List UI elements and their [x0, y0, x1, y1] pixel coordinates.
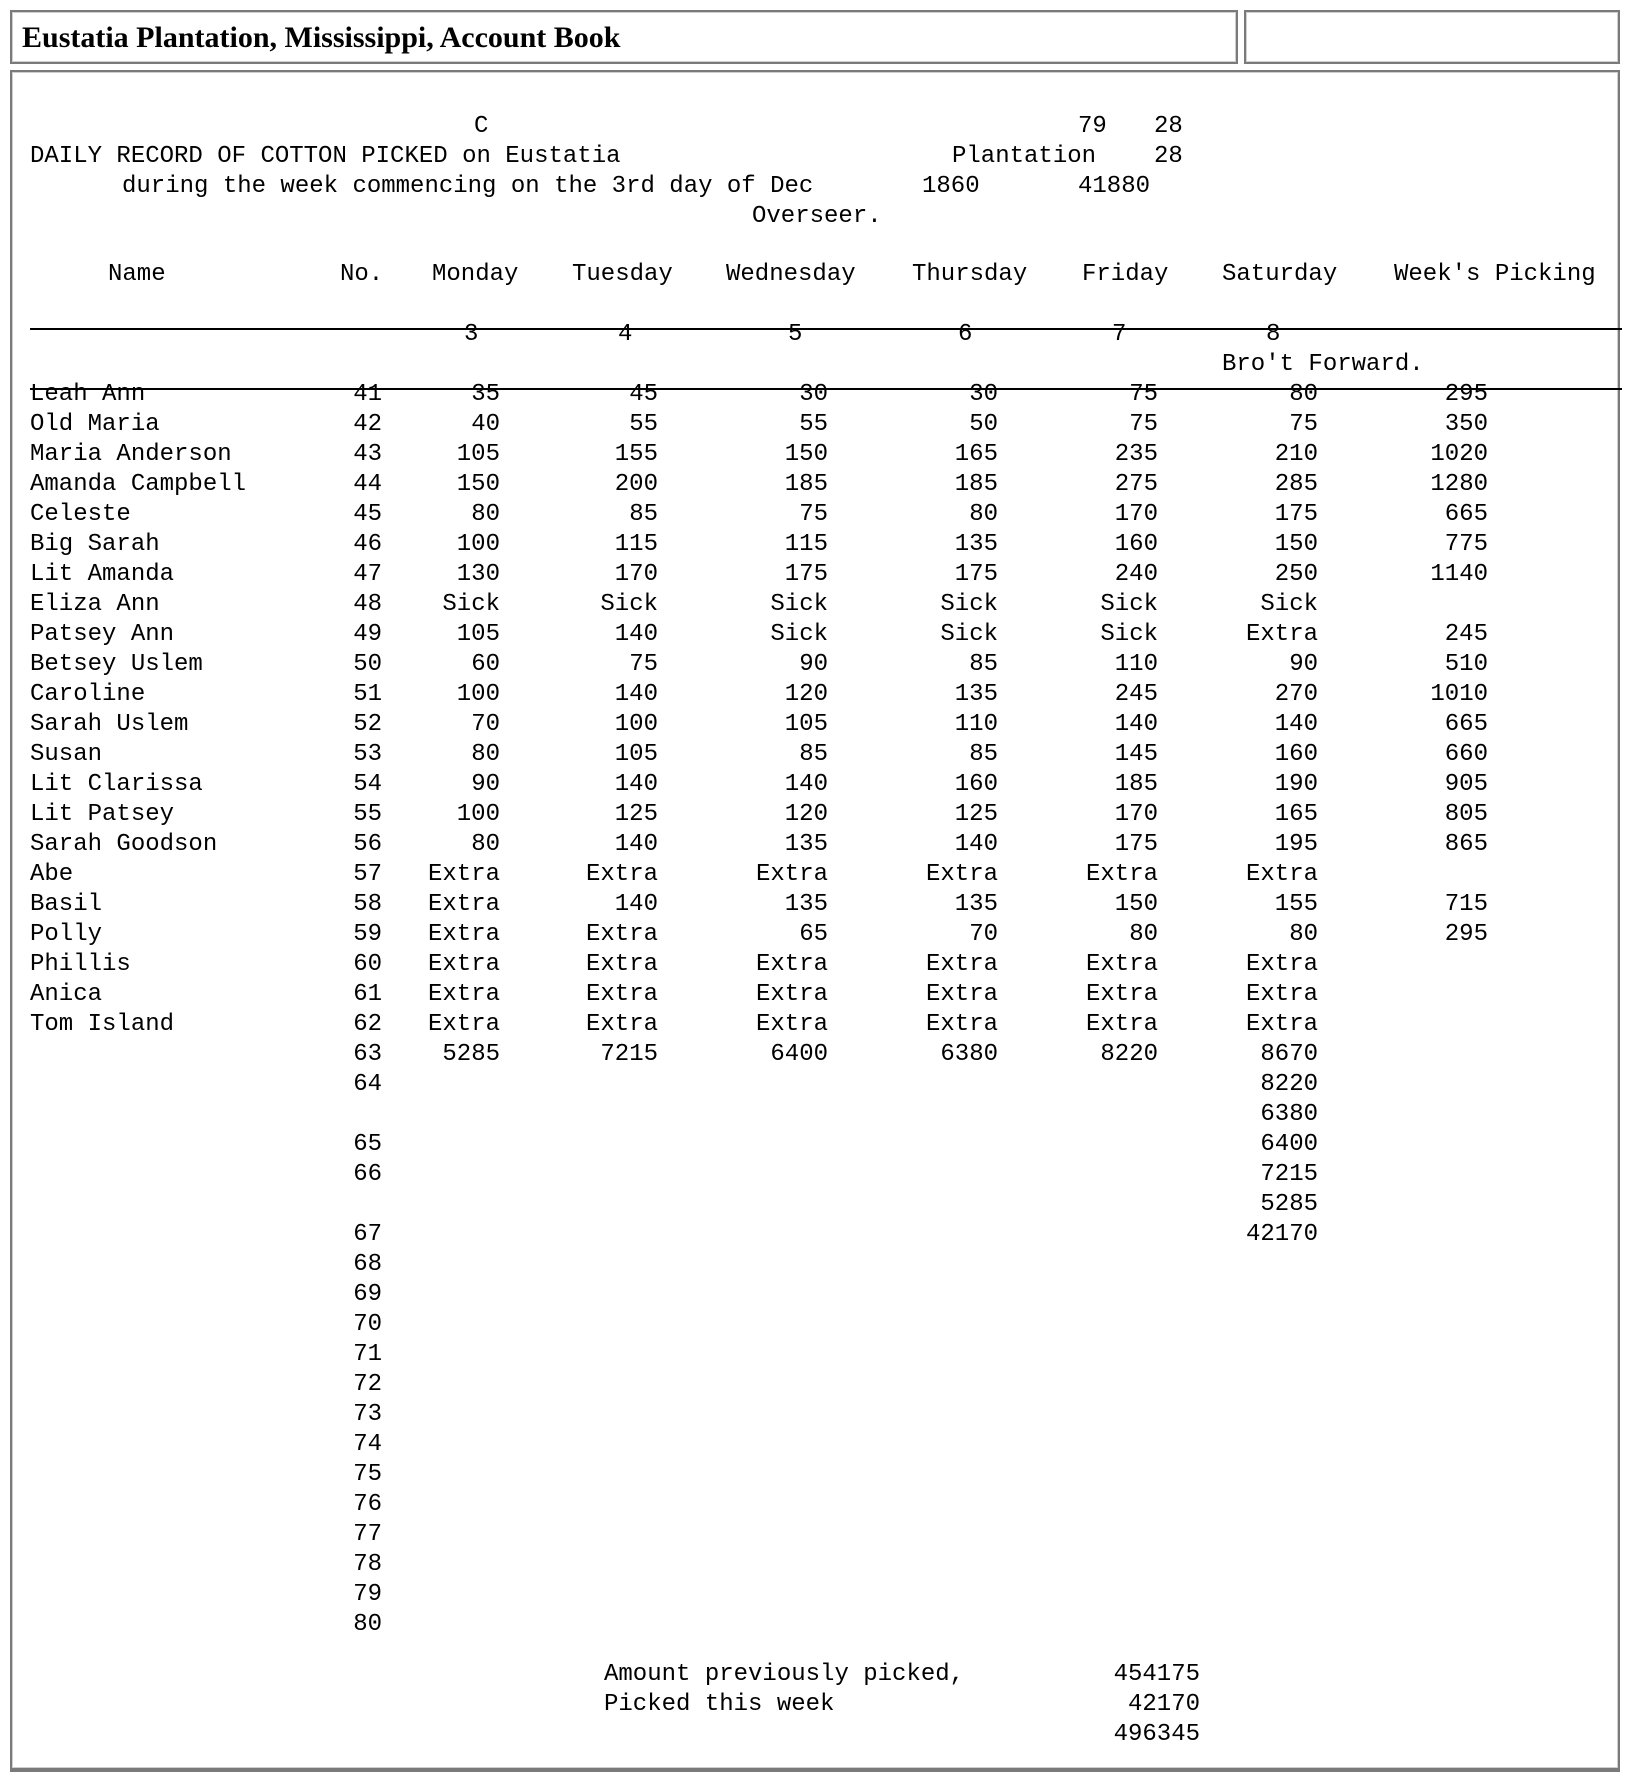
page-title: Eustatia Plantation, Mississippi, Account Book: [22, 21, 621, 54]
cell-saturday: Extra: [1245, 981, 1318, 1008]
cell-tuesday: 170: [614, 561, 658, 588]
cell-monday: 60: [471, 651, 500, 678]
cell-no: 55: [353, 801, 382, 828]
cell-thursday: Extra: [925, 951, 998, 978]
cell-friday: 80: [1129, 921, 1158, 948]
cell-friday: 170: [1114, 801, 1158, 828]
cell-monday: 70: [471, 711, 500, 738]
cell-tuesday: Extra: [585, 1011, 658, 1038]
cell-name: Lit Amanda: [30, 561, 175, 588]
sum-value: 6380: [1260, 1101, 1318, 1128]
cell-friday: 75: [1129, 381, 1158, 408]
summary-week-value: 42170: [1127, 1691, 1200, 1718]
cell-friday: 185: [1114, 771, 1158, 798]
cell-no: 54: [353, 771, 382, 798]
cell-saturday: Extra: [1245, 621, 1318, 648]
header-number-28-top: 28: [1154, 113, 1183, 140]
cell-no: 80: [353, 1611, 382, 1638]
total-thursday: 6380: [940, 1041, 998, 1068]
cell-no: 71: [353, 1341, 382, 1368]
cell-tuesday: 140: [614, 771, 658, 798]
cell-no: 47: [353, 561, 382, 588]
header-daily-record: DAILY RECORD OF COTTON PICKED on Eustatia: [30, 143, 621, 170]
cell-name: Caroline: [30, 681, 146, 708]
cell-no: 77: [353, 1521, 382, 1548]
cell-thursday: 160: [954, 771, 998, 798]
cell-tuesday: 200: [614, 471, 658, 498]
cell-thursday: 135: [954, 531, 998, 558]
cell-thursday: Extra: [925, 1011, 998, 1038]
cell-no: 64: [353, 1071, 382, 1098]
cell-friday: 140: [1114, 711, 1158, 738]
cell-wednesday: 135: [784, 891, 828, 918]
header-number-28-bottom: 28: [1154, 143, 1183, 170]
cell-no: 79: [353, 1581, 382, 1608]
cell-week: 715: [1444, 891, 1488, 918]
cell-no: 52: [353, 711, 382, 738]
cell-no: 56: [353, 831, 382, 858]
cell-thursday: 70: [969, 921, 998, 948]
cell-week: 245: [1444, 621, 1488, 648]
cell-name: Basil: [30, 891, 103, 918]
ledger-content: [18, 72, 1614, 1768]
cell-no: 61: [353, 981, 382, 1008]
cell-saturday: 140: [1274, 711, 1318, 738]
cell-name: Old Maria: [30, 411, 160, 438]
cell-saturday: 75: [1289, 411, 1318, 438]
cell-monday: 100: [456, 801, 500, 828]
cell-thursday: 85: [969, 741, 998, 768]
header-total: 41880: [1078, 173, 1151, 200]
cell-no: 72: [353, 1371, 382, 1398]
cell-tuesday: 85: [629, 501, 658, 528]
cell-monday: Extra: [427, 921, 500, 948]
cell-saturday: 270: [1274, 681, 1318, 708]
cell-no: 44: [353, 471, 382, 498]
header-plantation: Plantation: [952, 143, 1097, 170]
summary-previous-value: 454175: [1113, 1661, 1200, 1688]
cell-thursday: Sick: [940, 591, 998, 618]
cell-friday: 170: [1114, 501, 1158, 528]
cell-no: 50: [353, 651, 382, 678]
cell-name: Big Sarah: [30, 531, 160, 558]
total-saturday: 8670: [1260, 1041, 1318, 1068]
cell-week: 1010: [1430, 681, 1488, 708]
cell-friday: 145: [1114, 741, 1158, 768]
cell-week: 1020: [1430, 441, 1488, 468]
date-monday: 3: [464, 321, 479, 348]
cell-name: Lit Clarissa: [30, 771, 203, 798]
cell-tuesday: 155: [614, 441, 658, 468]
cell-week: 295: [1444, 381, 1488, 408]
cell-thursday: 30: [969, 381, 998, 408]
cell-week: 665: [1444, 501, 1488, 528]
summary-previous-label: Amount previously picked,: [604, 1661, 965, 1688]
cell-no: 53: [353, 741, 382, 768]
cell-tuesday: 115: [614, 531, 658, 558]
column-header-friday: Friday: [1082, 261, 1169, 288]
summary-week-label: Picked this week: [604, 1691, 835, 1718]
cell-week: 510: [1444, 651, 1488, 678]
cell-no: 49: [353, 621, 382, 648]
cell-monday: 105: [456, 441, 500, 468]
cell-saturday: 175: [1274, 501, 1318, 528]
cell-no: 42: [353, 411, 382, 438]
cell-friday: Extra: [1085, 951, 1158, 978]
cell-name: Betsey Uslem: [30, 651, 203, 678]
cell-thursday: Extra: [925, 861, 998, 888]
cell-saturday: 195: [1274, 831, 1318, 858]
ledger-frame: [10, 70, 1620, 1770]
cell-week: 775: [1444, 531, 1488, 558]
cell-wednesday: Extra: [755, 861, 828, 888]
cell-wednesday: 120: [784, 681, 828, 708]
cell-no: 67: [353, 1221, 382, 1248]
cell-tuesday: 140: [614, 621, 658, 648]
cell-name: Celeste: [30, 501, 131, 528]
cell-wednesday: 120: [784, 801, 828, 828]
cell-tuesday: Extra: [585, 861, 658, 888]
cell-wednesday: 55: [799, 411, 828, 438]
cell-saturday: Extra: [1245, 861, 1318, 888]
cell-saturday: Extra: [1245, 951, 1318, 978]
cell-tuesday: 55: [629, 411, 658, 438]
sum-value: 5285: [1260, 1191, 1318, 1218]
sum-value: 7215: [1260, 1161, 1318, 1188]
cell-thursday: 140: [954, 831, 998, 858]
cell-name: Leah Ann: [30, 381, 146, 408]
total-monday: 5285: [442, 1041, 500, 1068]
sum-value: 8220: [1260, 1071, 1318, 1098]
total-no: 63: [353, 1041, 382, 1068]
cell-friday: Extra: [1085, 981, 1158, 1008]
cell-thursday: 135: [954, 681, 998, 708]
brot-forward-label: Bro't Forward.: [1222, 351, 1424, 378]
header-week-commencing: during the week commencing on the 3rd day of Dec: [122, 173, 814, 200]
cell-no: 46: [353, 531, 382, 558]
cell-thursday: Extra: [925, 981, 998, 1008]
cell-name: Amanda Campbell: [30, 471, 247, 498]
cell-wednesday: Extra: [755, 1011, 828, 1038]
cell-no: 66: [353, 1161, 382, 1188]
cell-wednesday: 185: [784, 471, 828, 498]
cell-thursday: 110: [954, 711, 998, 738]
cell-no: 73: [353, 1401, 382, 1428]
sum-value: 42170: [1245, 1221, 1318, 1248]
cell-wednesday: 175: [784, 561, 828, 588]
cell-saturday: 80: [1289, 921, 1318, 948]
cell-monday: 100: [456, 681, 500, 708]
column-header-rule-top: [30, 328, 1622, 330]
cell-friday: 240: [1114, 561, 1158, 588]
cell-name: Susan: [30, 741, 103, 768]
cell-name: Polly: [30, 921, 103, 948]
sum-value: 6400: [1260, 1131, 1318, 1158]
column-header-week-picking: Week's Picking: [1394, 261, 1596, 288]
cell-week: 295: [1444, 921, 1488, 948]
cell-saturday: 155: [1274, 891, 1318, 918]
cell-thursday: 80: [969, 501, 998, 528]
cell-thursday: Sick: [940, 621, 998, 648]
cell-no: 68: [353, 1251, 382, 1278]
cell-saturday: Sick: [1260, 591, 1318, 618]
cell-tuesday: Sick: [600, 591, 658, 618]
cell-monday: 40: [471, 411, 500, 438]
title-frame: [10, 10, 1238, 64]
cell-monday: 150: [456, 471, 500, 498]
cell-friday: Sick: [1100, 621, 1158, 648]
cell-no: 59: [353, 921, 382, 948]
cell-no: 62: [353, 1011, 382, 1038]
bottom-frame-edge: [10, 1770, 1620, 1780]
cell-monday: Extra: [427, 951, 500, 978]
cell-tuesday: Extra: [585, 921, 658, 948]
cell-monday: Extra: [427, 981, 500, 1008]
cell-wednesday: 135: [784, 831, 828, 858]
cell-no: 51: [353, 681, 382, 708]
cell-no: 75: [353, 1461, 382, 1488]
column-header-wednesday: Wednesday: [726, 261, 856, 288]
cell-week: 1140: [1430, 561, 1488, 588]
cell-monday: 105: [456, 621, 500, 648]
header-year: 1860: [922, 173, 980, 200]
header-c-mark: C: [474, 113, 489, 140]
cell-monday: Sick: [442, 591, 500, 618]
cell-wednesday: 90: [799, 651, 828, 678]
cell-wednesday: 150: [784, 441, 828, 468]
column-header-tuesday: Tuesday: [572, 261, 673, 288]
cell-week: 865: [1444, 831, 1488, 858]
cell-no: 43: [353, 441, 382, 468]
cell-saturday: 160: [1274, 741, 1318, 768]
cell-no: 65: [353, 1131, 382, 1158]
cell-no: 70: [353, 1311, 382, 1338]
cell-tuesday: 140: [614, 891, 658, 918]
cell-name: Sarah Uslem: [30, 711, 189, 738]
cell-no: 74: [353, 1431, 382, 1458]
column-header-name: Name: [108, 261, 166, 288]
cell-name: Tom Island: [30, 1011, 175, 1038]
cell-friday: Sick: [1100, 591, 1158, 618]
cell-friday: 160: [1114, 531, 1158, 558]
cell-tuesday: 125: [614, 801, 658, 828]
cell-thursday: 135: [954, 891, 998, 918]
cell-monday: Extra: [427, 891, 500, 918]
date-friday: 7: [1112, 321, 1127, 348]
cell-monday: 80: [471, 501, 500, 528]
cell-thursday: 85: [969, 651, 998, 678]
cell-friday: 235: [1114, 441, 1158, 468]
cell-wednesday: 140: [784, 771, 828, 798]
cell-wednesday: 105: [784, 711, 828, 738]
cell-saturday: 250: [1274, 561, 1318, 588]
cell-wednesday: 75: [799, 501, 828, 528]
cell-monday: 90: [471, 771, 500, 798]
date-saturday: 8: [1266, 321, 1281, 348]
cell-friday: Extra: [1085, 861, 1158, 888]
total-tuesday: 7215: [600, 1041, 658, 1068]
cell-monday: Extra: [427, 1011, 500, 1038]
cell-week: 905: [1444, 771, 1488, 798]
cell-monday: Extra: [427, 861, 500, 888]
cell-saturday: 285: [1274, 471, 1318, 498]
total-friday: 8220: [1100, 1041, 1158, 1068]
side-frame: [1244, 10, 1620, 64]
cell-name: Lit Patsey: [30, 801, 175, 828]
cell-name: Abe: [30, 861, 74, 888]
column-header-monday: Monday: [432, 261, 519, 288]
date-wednesday: 5: [788, 321, 803, 348]
cell-tuesday: Extra: [585, 981, 658, 1008]
cell-friday: 175: [1114, 831, 1158, 858]
cell-wednesday: 30: [799, 381, 828, 408]
cell-week: 1280: [1430, 471, 1488, 498]
cell-saturday: 165: [1274, 801, 1318, 828]
cell-wednesday: Extra: [755, 981, 828, 1008]
cell-no: 60: [353, 951, 382, 978]
cell-no: 48: [353, 591, 382, 618]
cell-wednesday: Sick: [770, 591, 828, 618]
cell-wednesday: Sick: [770, 621, 828, 648]
cell-tuesday: 45: [629, 381, 658, 408]
cell-friday: 245: [1114, 681, 1158, 708]
cell-thursday: 185: [954, 471, 998, 498]
column-header-saturday: Saturday: [1222, 261, 1338, 288]
cell-week: 665: [1444, 711, 1488, 738]
cell-tuesday: 100: [614, 711, 658, 738]
cell-week: 805: [1444, 801, 1488, 828]
cell-saturday: 190: [1274, 771, 1318, 798]
cell-no: 69: [353, 1281, 382, 1308]
cell-no: 76: [353, 1491, 382, 1518]
cell-name: Anica: [30, 981, 103, 1008]
header-number-79: 79: [1078, 113, 1107, 140]
cell-name: Maria Anderson: [30, 441, 232, 468]
cell-no: 45: [353, 501, 382, 528]
cell-name: Patsey Ann: [30, 621, 175, 648]
cell-saturday: 90: [1289, 651, 1318, 678]
cell-no: 41: [353, 381, 382, 408]
cell-week: 350: [1444, 411, 1488, 438]
cell-name: Phillis: [30, 951, 131, 978]
cell-thursday: 50: [969, 411, 998, 438]
cell-tuesday: 140: [614, 681, 658, 708]
cell-wednesday: 85: [799, 741, 828, 768]
cell-no: 58: [353, 891, 382, 918]
cell-tuesday: 105: [614, 741, 658, 768]
cell-wednesday: 115: [784, 531, 828, 558]
cell-no: 57: [353, 861, 382, 888]
cell-wednesday: 65: [799, 921, 828, 948]
cell-monday: 100: [456, 531, 500, 558]
cell-friday: 275: [1114, 471, 1158, 498]
cell-monday: 80: [471, 741, 500, 768]
cell-monday: 80: [471, 831, 500, 858]
cell-saturday: 150: [1274, 531, 1318, 558]
column-header-no: No.: [340, 261, 384, 288]
cell-friday: 75: [1129, 411, 1158, 438]
cell-name: Sarah Goodson: [30, 831, 218, 858]
cell-friday: 110: [1114, 651, 1158, 678]
header-overseer: Overseer.: [752, 203, 882, 230]
cell-no: 78: [353, 1551, 382, 1578]
date-tuesday: 4: [618, 321, 633, 348]
cell-friday: Extra: [1085, 1011, 1158, 1038]
total-wednesday: 6400: [770, 1041, 828, 1068]
cell-saturday: 210: [1274, 441, 1318, 468]
cell-tuesday: Extra: [585, 951, 658, 978]
summary-total-value: 496345: [1113, 1721, 1200, 1748]
cell-thursday: 175: [954, 561, 998, 588]
column-header-thursday: Thursday: [912, 261, 1028, 288]
cell-saturday: 80: [1289, 381, 1318, 408]
cell-wednesday: Extra: [755, 951, 828, 978]
cell-tuesday: 75: [629, 651, 658, 678]
cell-name: Eliza Ann: [30, 591, 160, 618]
cell-thursday: 165: [954, 441, 998, 468]
cell-week: 660: [1444, 741, 1488, 768]
cell-monday: 130: [456, 561, 500, 588]
cell-tuesday: 140: [614, 831, 658, 858]
date-thursday: 6: [958, 321, 973, 348]
cell-monday: 35: [471, 381, 500, 408]
cell-thursday: 125: [954, 801, 998, 828]
cell-friday: 150: [1114, 891, 1158, 918]
cell-saturday: Extra: [1245, 1011, 1318, 1038]
